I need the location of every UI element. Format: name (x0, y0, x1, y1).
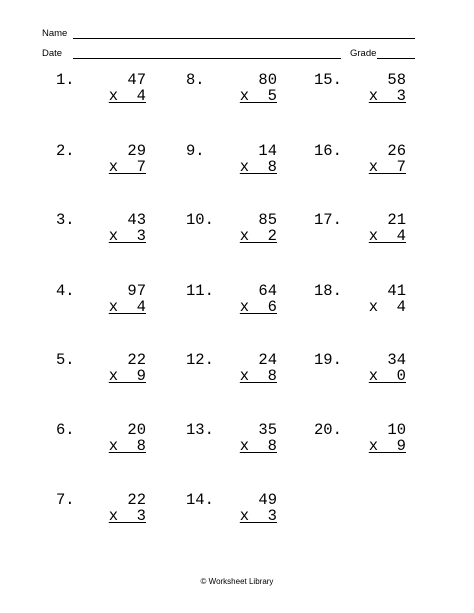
problem-multiplier: x 3 (239, 507, 277, 525)
problem-multiplier: x 5 (239, 87, 277, 105)
problem-multiplier: x 6 (239, 298, 277, 316)
name-field[interactable] (73, 38, 415, 39)
problem-multiplicand: 47 (127, 71, 146, 89)
problem-6 (56, 422, 146, 456)
problem-number: 8. (186, 71, 205, 89)
problem-number: 17. (314, 211, 342, 229)
problem-multiplicand: 97 (127, 282, 146, 300)
problem-number: 6. (56, 421, 75, 439)
problem-multiplicand: 20 (127, 421, 146, 439)
problem-multiplicand: 64 (258, 282, 277, 300)
problem-multiplier: x 4 (368, 298, 406, 316)
problem-multiplicand: 58 (387, 71, 406, 89)
grade-label: Grade (350, 48, 377, 59)
date-label: Date (42, 48, 63, 59)
problem-multiplier: x 0 (368, 367, 406, 385)
problem-14 (186, 492, 277, 526)
problem-number: 5. (56, 351, 75, 369)
problem-multiplicand: 34 (387, 351, 406, 369)
problem-multiplicand: 22 (127, 351, 146, 369)
problem-multiplier: x 2 (239, 227, 277, 245)
problem-number: 19. (314, 351, 342, 369)
problem-number: 13. (186, 421, 214, 439)
problem-multiplicand: 14 (258, 142, 277, 160)
problem-13 (186, 422, 277, 456)
problem-multiplicand: 26 (387, 142, 406, 160)
problem-multiplier: x 9 (108, 367, 146, 385)
problem-multiplier: x 4 (368, 227, 406, 245)
problem-number: 20. (314, 421, 342, 439)
problem-8 (186, 72, 277, 106)
problem-multiplier: x 3 (108, 227, 146, 245)
problem-16 (314, 143, 406, 177)
problem-3 (56, 212, 146, 246)
problem-multiplicand: 41 (387, 282, 406, 300)
problem-multiplicand: 21 (387, 211, 406, 229)
problem-9 (186, 143, 277, 177)
problem-17 (314, 212, 406, 246)
problem-11 (186, 283, 277, 317)
problem-multiplier: x 8 (239, 437, 277, 455)
problem-20 (314, 422, 406, 456)
problem-multiplicand: 10 (387, 421, 406, 439)
problem-multiplier: x 3 (108, 507, 146, 525)
problem-19 (314, 352, 406, 386)
problem-number: 16. (314, 142, 342, 160)
problem-number: 3. (56, 211, 75, 229)
problem-multiplicand: 85 (258, 211, 277, 229)
problem-15 (314, 72, 406, 106)
problem-18 (314, 283, 406, 317)
problem-number: 2. (56, 142, 75, 160)
problem-multiplier: x 8 (108, 437, 146, 455)
grade-field[interactable] (377, 58, 415, 59)
problem-number: 14. (186, 491, 214, 509)
problem-number: 7. (56, 491, 75, 509)
problem-5 (56, 352, 146, 386)
problem-number: 15. (314, 71, 342, 89)
problem-10 (186, 212, 277, 246)
problem-multiplier: x 3 (368, 87, 406, 105)
problem-number: 9. (186, 142, 205, 160)
problem-7 (56, 492, 146, 526)
problem-number: 1. (56, 71, 75, 89)
problem-2 (56, 143, 146, 177)
problem-multiplier: x 9 (368, 437, 406, 455)
date-field[interactable] (73, 58, 341, 59)
problem-multiplier: x 4 (108, 87, 146, 105)
problem-12 (186, 352, 277, 386)
problem-multiplicand: 24 (258, 351, 277, 369)
problem-1 (56, 72, 146, 106)
problem-number: 4. (56, 282, 75, 300)
problem-number: 12. (186, 351, 214, 369)
problem-multiplier: x 7 (368, 158, 406, 176)
problem-multiplicand: 35 (258, 421, 277, 439)
problem-4 (56, 283, 146, 317)
problem-multiplier: x 8 (239, 158, 277, 176)
problem-multiplicand: 80 (258, 71, 277, 89)
problem-number: 18. (314, 282, 342, 300)
problem-multiplicand: 22 (127, 491, 146, 509)
problem-multiplicand: 49 (258, 491, 277, 509)
problem-multiplier: x 7 (108, 158, 146, 176)
footer-copyright: © Worksheet Library (200, 577, 274, 586)
problem-multiplier: x 4 (108, 298, 146, 316)
problem-multiplier: x 8 (239, 367, 277, 385)
problem-number: 10. (186, 211, 214, 229)
problem-multiplicand: 29 (127, 142, 146, 160)
problem-multiplicand: 43 (127, 211, 146, 229)
problem-number: 11. (186, 282, 214, 300)
name-label: Name (42, 28, 68, 39)
